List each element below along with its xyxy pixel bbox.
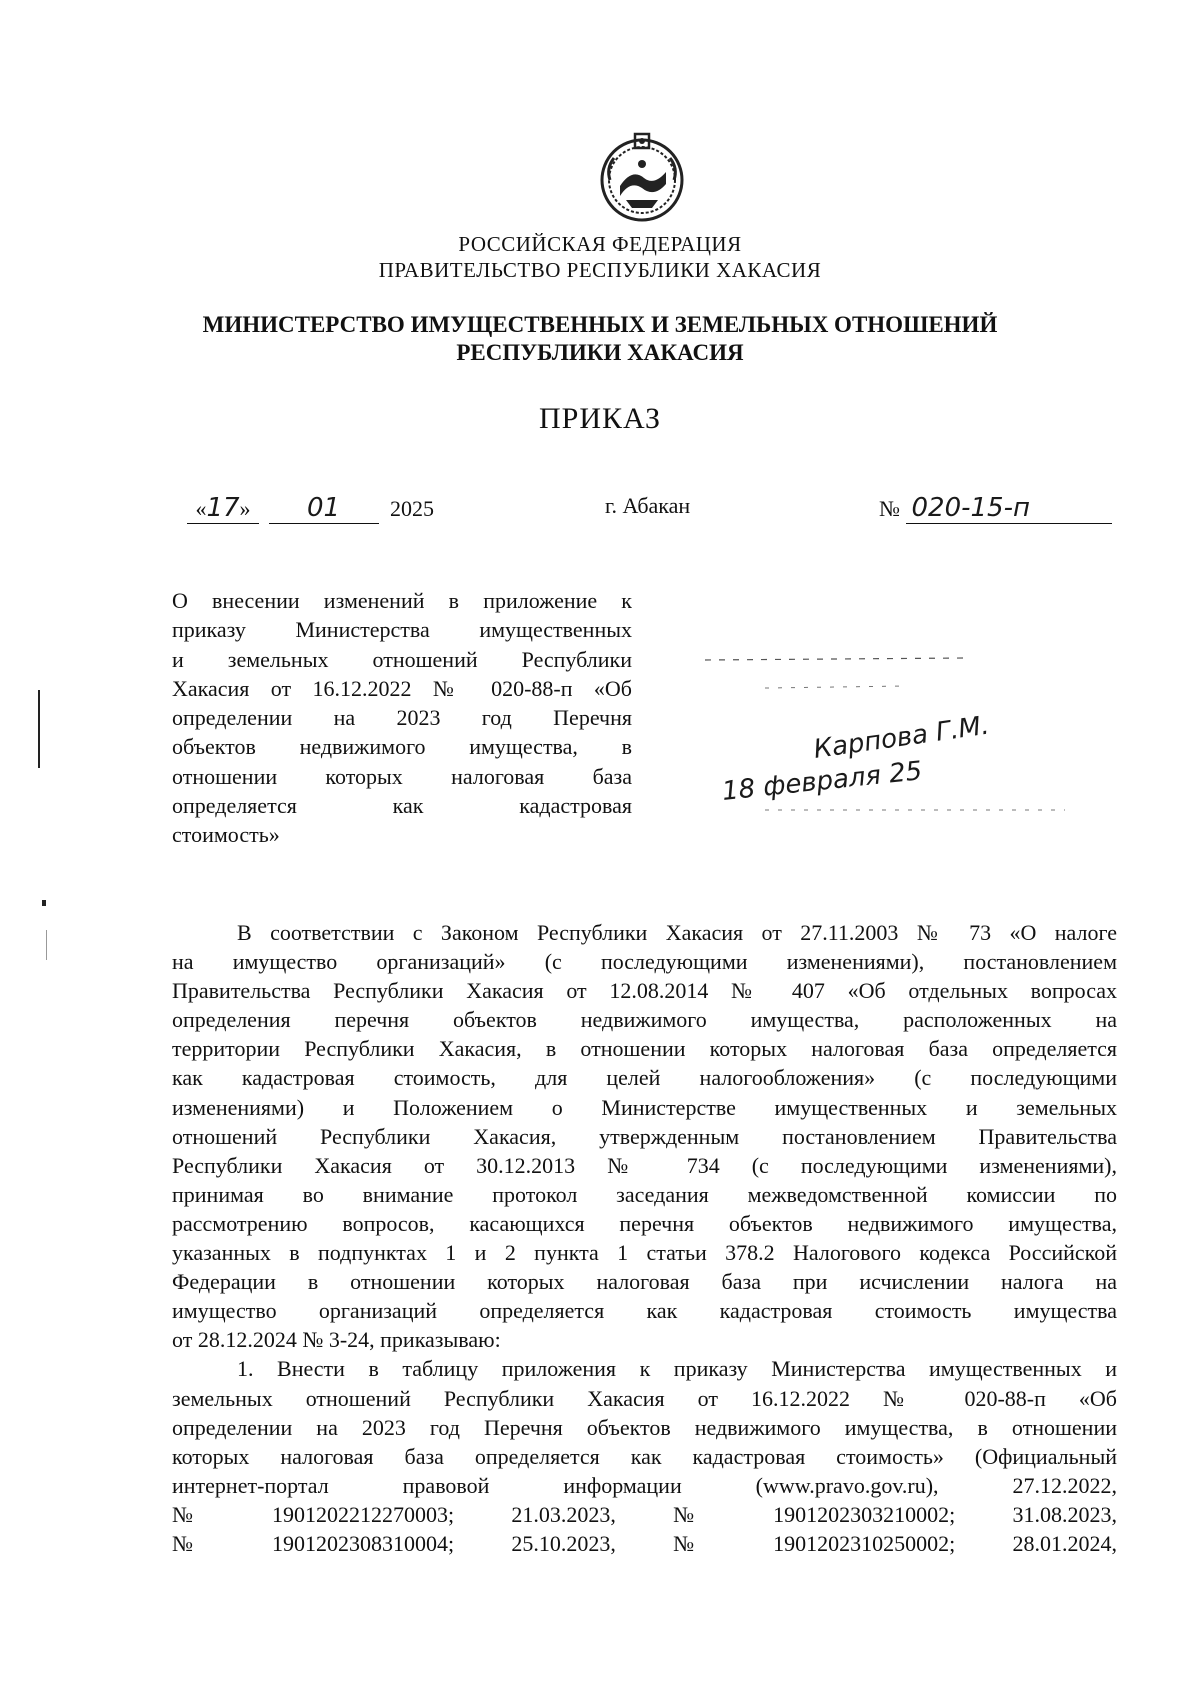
body-line: территории Республики Хакасия, в отношении которых налоговая база определяется <box>172 1036 1117 1062</box>
body-line: № 1901202308310004; 25.10.2023, № 1901202310250002; 28.01.2024, <box>172 1530 1117 1556</box>
subject-line: объектов недвижимого имущества, в <box>172 734 632 760</box>
body-line: которых налоговая база определяется как кадастровая стоимость» (Официальный <box>172 1443 1117 1469</box>
resolution-date: 18 февраля 25 <box>720 756 924 807</box>
body-line: земельных отношений Республики Хакасия от 16.12.2022 № 020-88-п «Об <box>172 1385 1117 1411</box>
subject-line: определяется как кадастровая <box>172 793 632 819</box>
document-number <box>879 493 1112 524</box>
body-line: интернет-портал правовой информации (www.pravo.gov.ru), 27.12.2022, <box>172 1472 1117 1498</box>
ministry-name-line2: РЕСПУБЛИКИ ХАКАСИЯ <box>456 340 744 365</box>
body-line: указанных в подпунктах 1 и 2 пункта 1 статьи 378.2 Налогового кодекса Российской <box>172 1240 1117 1266</box>
date-year: 2025 <box>390 496 434 521</box>
header-government: ПРАВИТЕЛЬСТВО РЕСПУБЛИКИ ХАКАСИЯ <box>378 258 822 282</box>
body-line: Республики Хакасия от 30.12.2013 № 734 (с последующими изменениями), <box>172 1152 1117 1178</box>
body-line: принимая во внимание протокол заседания межведомственной комиссии по <box>172 1181 1117 1207</box>
body-line: В соответствии с Законом Республики Хакасия от 27.11.2003 № 73 «О налоге <box>237 920 1117 945</box>
body-line: рассмотрению вопросов, касающихся перечня объектов недвижимого имущества, <box>172 1210 1117 1236</box>
subject-line: приказу Министерства имущественных <box>172 617 632 643</box>
subject-line: О внесении изменений в приложение к <box>172 588 632 613</box>
number-value: 020-15-п <box>911 493 1030 523</box>
subject-line: отношении которых налоговая база <box>172 763 632 789</box>
body-line: Правительства Республики Хакасия от 12.08.2014 № 407 «Об отдельных вопросах <box>172 978 1117 1004</box>
subject-line: и земельных отношений Республики <box>172 646 632 672</box>
body-line: определении на 2023 год Перечня объектов недвижимого имущества, в отношении <box>172 1414 1117 1440</box>
margin-mark <box>42 900 46 906</box>
document-city: г. Абакан <box>605 493 691 518</box>
subject-line: Хакасия от 16.12.2022 № 020-88-п «Об <box>172 675 632 701</box>
coat-of-arms-emblem <box>592 128 692 228</box>
number-prefix: № <box>879 496 900 521</box>
body-line: изменениями) и Положением о Министерстве имущественных и земельных <box>172 1094 1117 1120</box>
subject-line: стоимость» <box>172 822 280 848</box>
margin-mark <box>46 930 47 960</box>
ministry-name-line1: МИНИСТЕРСТВО ИМУЩЕСТВЕННЫХ И ЗЕМЕЛЬНЫХ ОТНОШЕНИЙ <box>202 312 998 337</box>
body-line: от 28.12.2024 № 3-24, приказываю: <box>172 1327 501 1353</box>
document-type: ПРИКАЗ <box>539 402 661 435</box>
margin-mark <box>38 690 40 768</box>
body-line: определения перечня объектов недвижимого имущества, расположенных на <box>172 1007 1117 1033</box>
header-country: РОССИЙСКАЯ ФЕДЕРАЦИЯ <box>458 232 742 256</box>
resolution-name: Карпова Г.М. <box>811 710 992 765</box>
subject-line: определении на 2023 год Перечня <box>172 705 632 731</box>
body-line: Федерации в отношении которых налоговая база при исчислении налога на <box>172 1269 1117 1295</box>
body-line: как кадастровая стоимость, для целей налогообложения» (с последующими <box>172 1065 1117 1091</box>
body-line: имущество организаций определяется как кадастровая стоимость имущества <box>172 1298 1117 1324</box>
date-month: 01 <box>306 493 341 523</box>
body-line: № 1901202212270003; 21.03.2023, № 1901202303210002; 31.08.2023, <box>172 1501 1117 1527</box>
date-day-field: «17» <box>187 493 259 524</box>
body-line: отношений Республики Хакасия, утвержденным постановлением Правительства <box>172 1123 1117 1149</box>
document-body <box>172 918 1117 1558</box>
handwritten-resolution <box>705 640 1065 840</box>
document-subject <box>172 586 632 850</box>
body-line: на имущество организаций» (с последующими изменениями), постановлением <box>172 949 1117 975</box>
number-field <box>906 493 1112 524</box>
document-date <box>187 493 434 524</box>
date-month-field <box>269 493 379 524</box>
body-line: 1. Внести в таблицу приложения к приказу Министерства имущественных и <box>237 1356 1117 1382</box>
date-day: 17 <box>206 493 240 523</box>
